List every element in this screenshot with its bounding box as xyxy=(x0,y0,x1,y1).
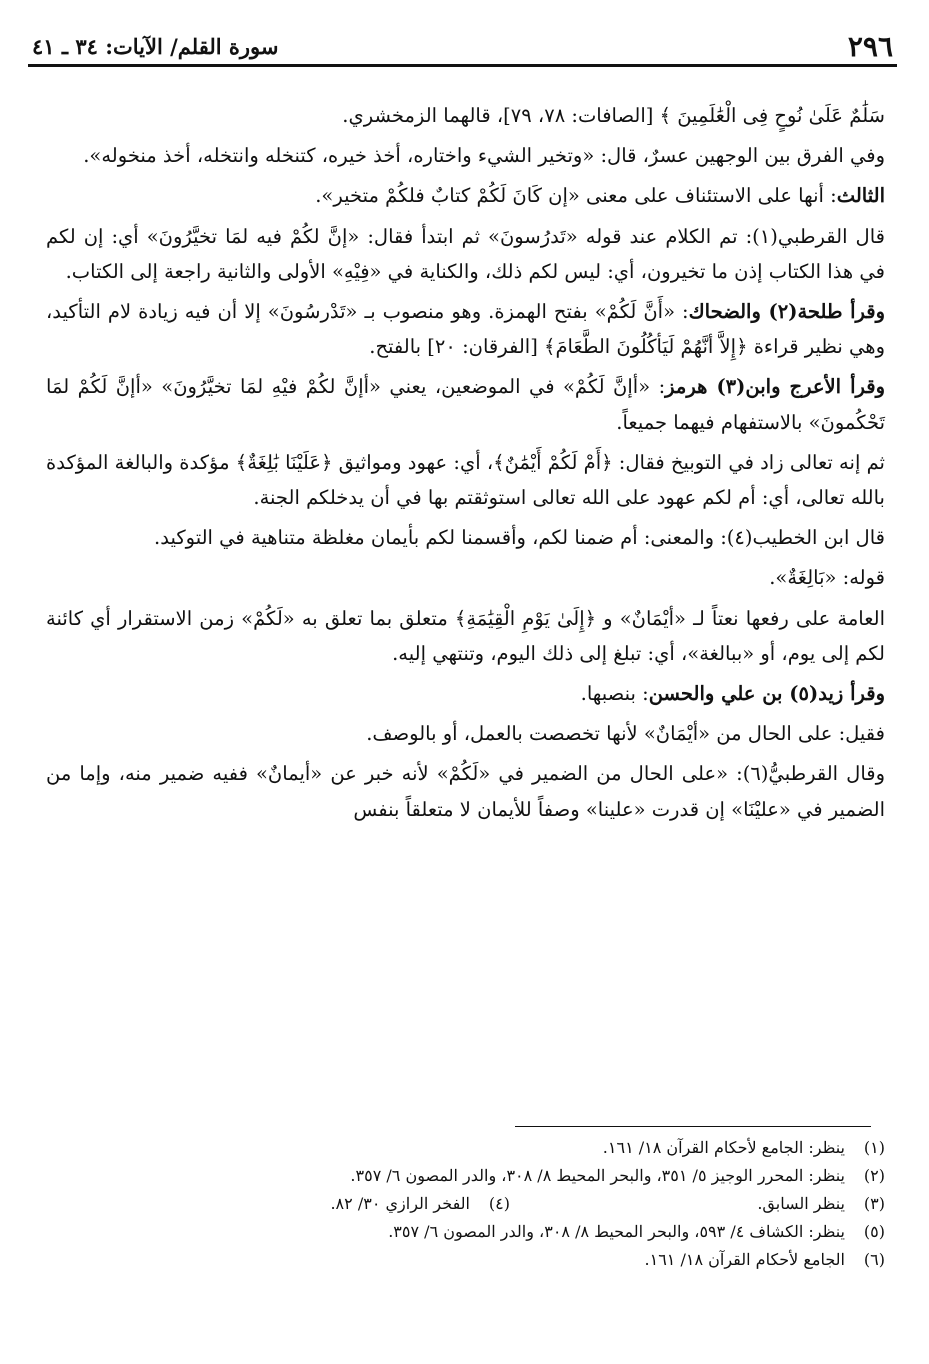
paragraph-text: : بنصبها. xyxy=(580,682,649,706)
paragraph-text: قال القرطبي(١): تم الكلام عند قوله «تَدرُسونَ» ثم ابتدأ فقال: «إنَّ لكُمْ فيه لمَا تخيَّرُونَ» أي: إن لكم في هذا الكتاب إذن ما تخيرون، أي: ليس لكم ذلك، والكناية في «فِيْهِ» الأولى والثانية راجعة إلى الكتاب. xyxy=(46,224,885,283)
footnote xyxy=(40,1134,885,1162)
paragraph xyxy=(46,756,885,826)
footnote-number: (٣) xyxy=(863,1194,885,1213)
footnote-text: ينظر: المحرر الوجيز ٥/ ٣٥١، والبحر المحيط ٨/ ٣٠٨، والدر المصون ٦/ ٣٥٧. xyxy=(350,1166,845,1185)
paragraph xyxy=(46,716,885,751)
page-number: ٢٩٦ xyxy=(847,30,893,63)
footnote-text: الفخر الرازي ٣٠/ ٨٢. xyxy=(330,1194,470,1213)
paragraph xyxy=(46,178,885,213)
paragraph-text: وقال القرطبيُّ(٦): «على الحال من الضمير في «لَكُمْ» لأنه خبر عن «أيمانٌ» ففيه ضمير منه، وإما من الضمير في «عليْنَا» إن قدرت «علينا» وصفاً للأيمان لا متعلقاً بنفس xyxy=(46,762,886,821)
paragraph-text: ثم إنه تعالى زاد في التوبيخ فقال: ﴿أَمْ لَكُمْ أَيْمَٰنٌ﴾، أي: عهود ومواثيق ﴿عَلَيْنَا بَٰلِغَةٌ﴾ مؤكدة والبالغة المؤكدة بالله تعالى، أي: أم لكم عهود على الله تعالى استوثقتم بها في أن يدخلكم الجنة. xyxy=(46,450,885,510)
paragraph-text: العامة على رفعها نعتاً لـ «أيْمَانٌ» و ﴿إِلَىٰ يَوْمِ الْقِيَٰمَةِ﴾ متعلق بما تعلق به «لَكُمْ» زمن الاستقرار أي كائنة لكم إلى يوم، أو «ببالغة»، أي: تبلغ إلى ذلك اليوم، وتنتهي إليه. xyxy=(46,606,885,665)
paragraph-text: : أنها على الاستئناف على معنى «إن كَانَ لَكُمْ كتابٌ فلكُمْ متخير». xyxy=(315,184,837,208)
footnote-text: ينظر: الجامع لأحكام القرآن ١٨/ ١٦١. xyxy=(602,1138,845,1157)
footnote-number: (١) xyxy=(863,1138,885,1157)
paragraph xyxy=(46,98,885,133)
paragraph-label: وقرأ الأعرج وابن(٣) هرمز xyxy=(665,375,885,399)
paragraph-text: قال ابن الخطيب(٤): والمعنى: أم ضمنا لكم، وأقسمنا لكم بأيمان مغلظة متناهية في التوكيد. xyxy=(154,526,885,550)
paragraph xyxy=(46,445,885,515)
paragraph-text: : «أإنَّ لَكُمْ» في الموضعين، يعني «أإنَّ لكُمْ فيْهِ لمَا تخيَّرُونَ» «أإنَّ لَكُمْ لمَا تَحْكُمونَ» بالاستفهام فيهما جميعاً. xyxy=(46,375,885,434)
paragraph xyxy=(46,601,885,671)
chapter-title: سورة القلم/ الآيات: ٣٤ ـ ٤١ xyxy=(32,34,279,59)
footnotes xyxy=(40,1134,885,1274)
paragraph xyxy=(46,560,885,595)
paragraph-label: الثالث xyxy=(836,184,885,208)
footnote-number: (٥) xyxy=(863,1222,885,1241)
footnote xyxy=(40,1162,885,1190)
footnote-number: (٢) xyxy=(863,1166,885,1185)
footnote xyxy=(40,1246,885,1274)
footnote-separator xyxy=(515,1126,871,1127)
paragraph-label: وقرأ زيد(٥) بن علي والحسن xyxy=(648,682,885,706)
paragraph xyxy=(46,219,885,289)
paragraph xyxy=(46,520,885,555)
paragraph xyxy=(46,676,885,711)
paragraph-text: فقيل: على الحال من «أيْمَانٌ» لأنها تخصصت بالعمل، أو بالوصف. xyxy=(366,722,885,746)
paragraph-text: : «أَنَّ لَكُمْ» بفتح الهمزة. وهو منصوب بـ «تَدْرسُونَ» إلا أن فيه زيادة لام التأكيد، وهي نظير قراءة ﴿إِلاَّ أنَّهُمْ لَيَأكُلُونَ الطَّعَامَ﴾ [الفرقان: ٢٠] بالفتح. xyxy=(46,300,885,359)
paragraph xyxy=(46,138,885,173)
paragraph xyxy=(46,369,885,439)
footnote-text: ينظر السابق. xyxy=(757,1194,845,1213)
footnote-text: ينظر: الكشاف ٤/ ٥٩٣، والبحر المحيط ٨/ ٣٠٨، والدر المصون ٦/ ٣٥٧. xyxy=(388,1222,845,1241)
paragraph xyxy=(46,294,885,364)
footnote-number: (٦) xyxy=(863,1250,885,1269)
paragraph-text: سَلَٰمٌ عَلَىٰ نُوحٍ فِى الْعَٰلَمِينَ ﴾ [الصافات: ٧٨، ٧٩]، قالهما الزمخشري. xyxy=(342,104,885,127)
paragraph-label: وقرأ طلحة(٢) والضحاك xyxy=(688,300,885,324)
footnote-number: (٤) xyxy=(488,1194,510,1213)
footnote-secondary xyxy=(330,1190,510,1218)
main-text xyxy=(46,98,885,832)
header-rule xyxy=(28,64,897,67)
paragraph-text: وفي الفرق بين الوجهين عسرٌ، قال: «وتخير الشيء واختاره، أخذ خيره، كتنخله وانتخله، أخذ منخوله». xyxy=(83,144,885,168)
paragraph-text: قوله: «بَالِغَةٌ». xyxy=(769,566,885,590)
footnote xyxy=(40,1218,885,1246)
footnote-text: الجامع لأحكام القرآن ١٨/ ١٦١. xyxy=(644,1250,845,1269)
footnote xyxy=(40,1190,885,1218)
running-header xyxy=(28,30,897,66)
